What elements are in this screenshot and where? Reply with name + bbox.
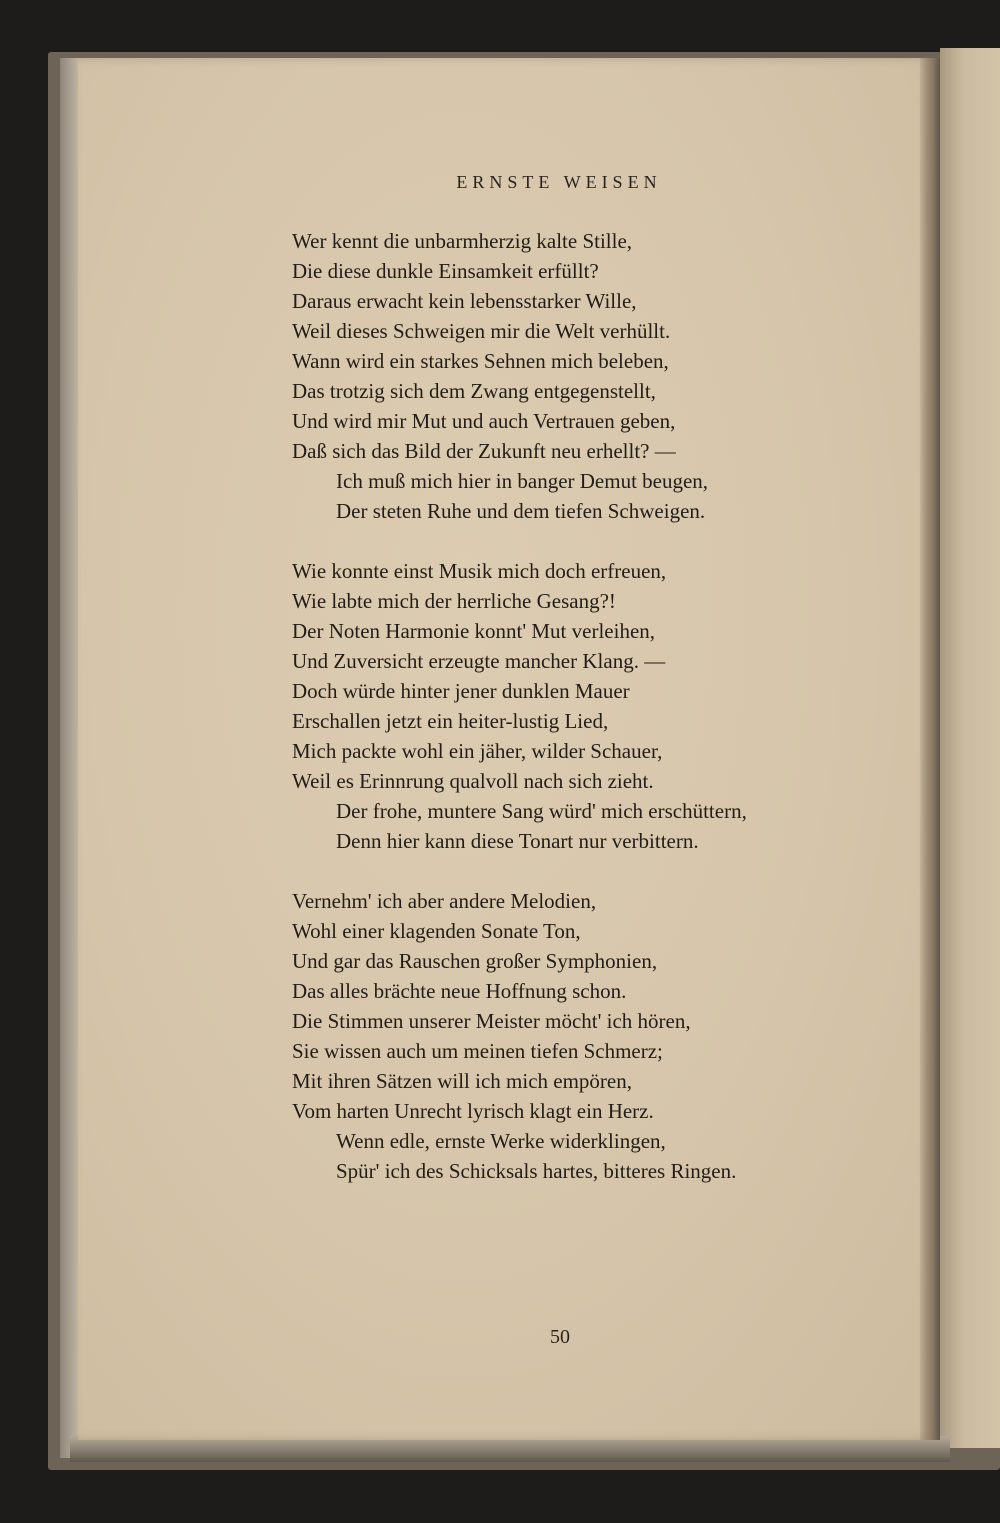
poem-line: Wie labte mich der herrliche Gesang?!: [292, 589, 616, 613]
poem-couplet-line: Ich muß mich hier in banger Demut beugen,: [336, 469, 709, 493]
poem-line: Das trotzig sich dem Zwang entgegenstellt,: [292, 379, 656, 403]
poem-line: Daß sich das Bild der Zukunft neu erhellt? —: [292, 439, 676, 463]
page-number: 50: [550, 1326, 570, 1348]
poem-line: Sie wissen auch um meinen tiefen Schmerz;: [292, 1039, 663, 1063]
stanza-3: [292, 886, 892, 1186]
poem-couplet-line: Spür' ich des Schicksals hartes, bitteres Ringen.: [336, 1159, 737, 1183]
poem-couplet-line: Der steten Ruhe und dem tiefen Schweigen.: [336, 499, 706, 523]
stanza-break: [292, 856, 892, 886]
poem-line: Doch würde hinter jener dunklen Mauer: [292, 679, 630, 703]
poem-line: Wer kennt die unbarmherzig kalte Stille,: [292, 229, 633, 253]
facing-page-edge: [940, 48, 1000, 1448]
poem-line: Mit ihren Sätzen will ich mich empören,: [292, 1069, 632, 1093]
poem-line: Daraus erwacht kein lebensstarker Wille,: [292, 289, 637, 313]
poem: [292, 226, 892, 1186]
poem-line: Und gar das Rauschen großer Symphonien,: [292, 949, 658, 973]
poem-couplet-line: Der frohe, muntere Sang würd' mich erschüttern,: [336, 799, 747, 823]
poem-line: Das alles brächte neue Hoffnung schon.: [292, 979, 627, 1003]
poem-line: Der Noten Harmonie konnt' Mut verleihen,: [292, 619, 656, 643]
poem-line: Weil dieses Schweigen mir die Welt verhüllt.: [292, 319, 671, 343]
poem-line: Weil es Erinnrung qualvoll nach sich zieht.: [292, 769, 654, 793]
poem-line: Vernehm' ich aber andere Melodien,: [292, 889, 597, 913]
stanza-break: [292, 526, 892, 556]
poem-line: Wie konnte einst Musik mich doch erfreuen,: [292, 559, 667, 583]
poem-line: Die diese dunkle Einsamkeit erfüllt?: [292, 259, 599, 283]
poem-line: Mich packte wohl ein jäher, wilder Schauer,: [292, 739, 663, 763]
page-gutter: [920, 58, 940, 1440]
stanza-2: [292, 556, 892, 856]
running-header: ERNSTE WEISEN: [456, 172, 662, 192]
poem-couplet-line: Wenn edle, ernste Werke widerklingen,: [336, 1129, 666, 1153]
poem-line: Wohl einer klagenden Sonate Ton,: [292, 919, 581, 943]
poem-line: Vom harten Unrecht lyrisch klagt ein Herz.: [292, 1099, 654, 1123]
poem-couplet-line: Denn hier kann diese Tonart nur verbittern.: [336, 829, 699, 853]
poem-line: Die Stimmen unserer Meister möcht' ich hören,: [292, 1009, 691, 1033]
poem-line: Wann wird ein starkes Sehnen mich beleben,: [292, 349, 669, 373]
poem-line: Und wird mir Mut und auch Vertrauen geben,: [292, 409, 676, 433]
stanza-1: [292, 226, 892, 526]
poem-line: Und Zuversicht erzeugte mancher Klang. —: [292, 649, 666, 673]
poem-line: Erschallen jetzt ein heiter-lustig Lied,: [292, 709, 609, 733]
